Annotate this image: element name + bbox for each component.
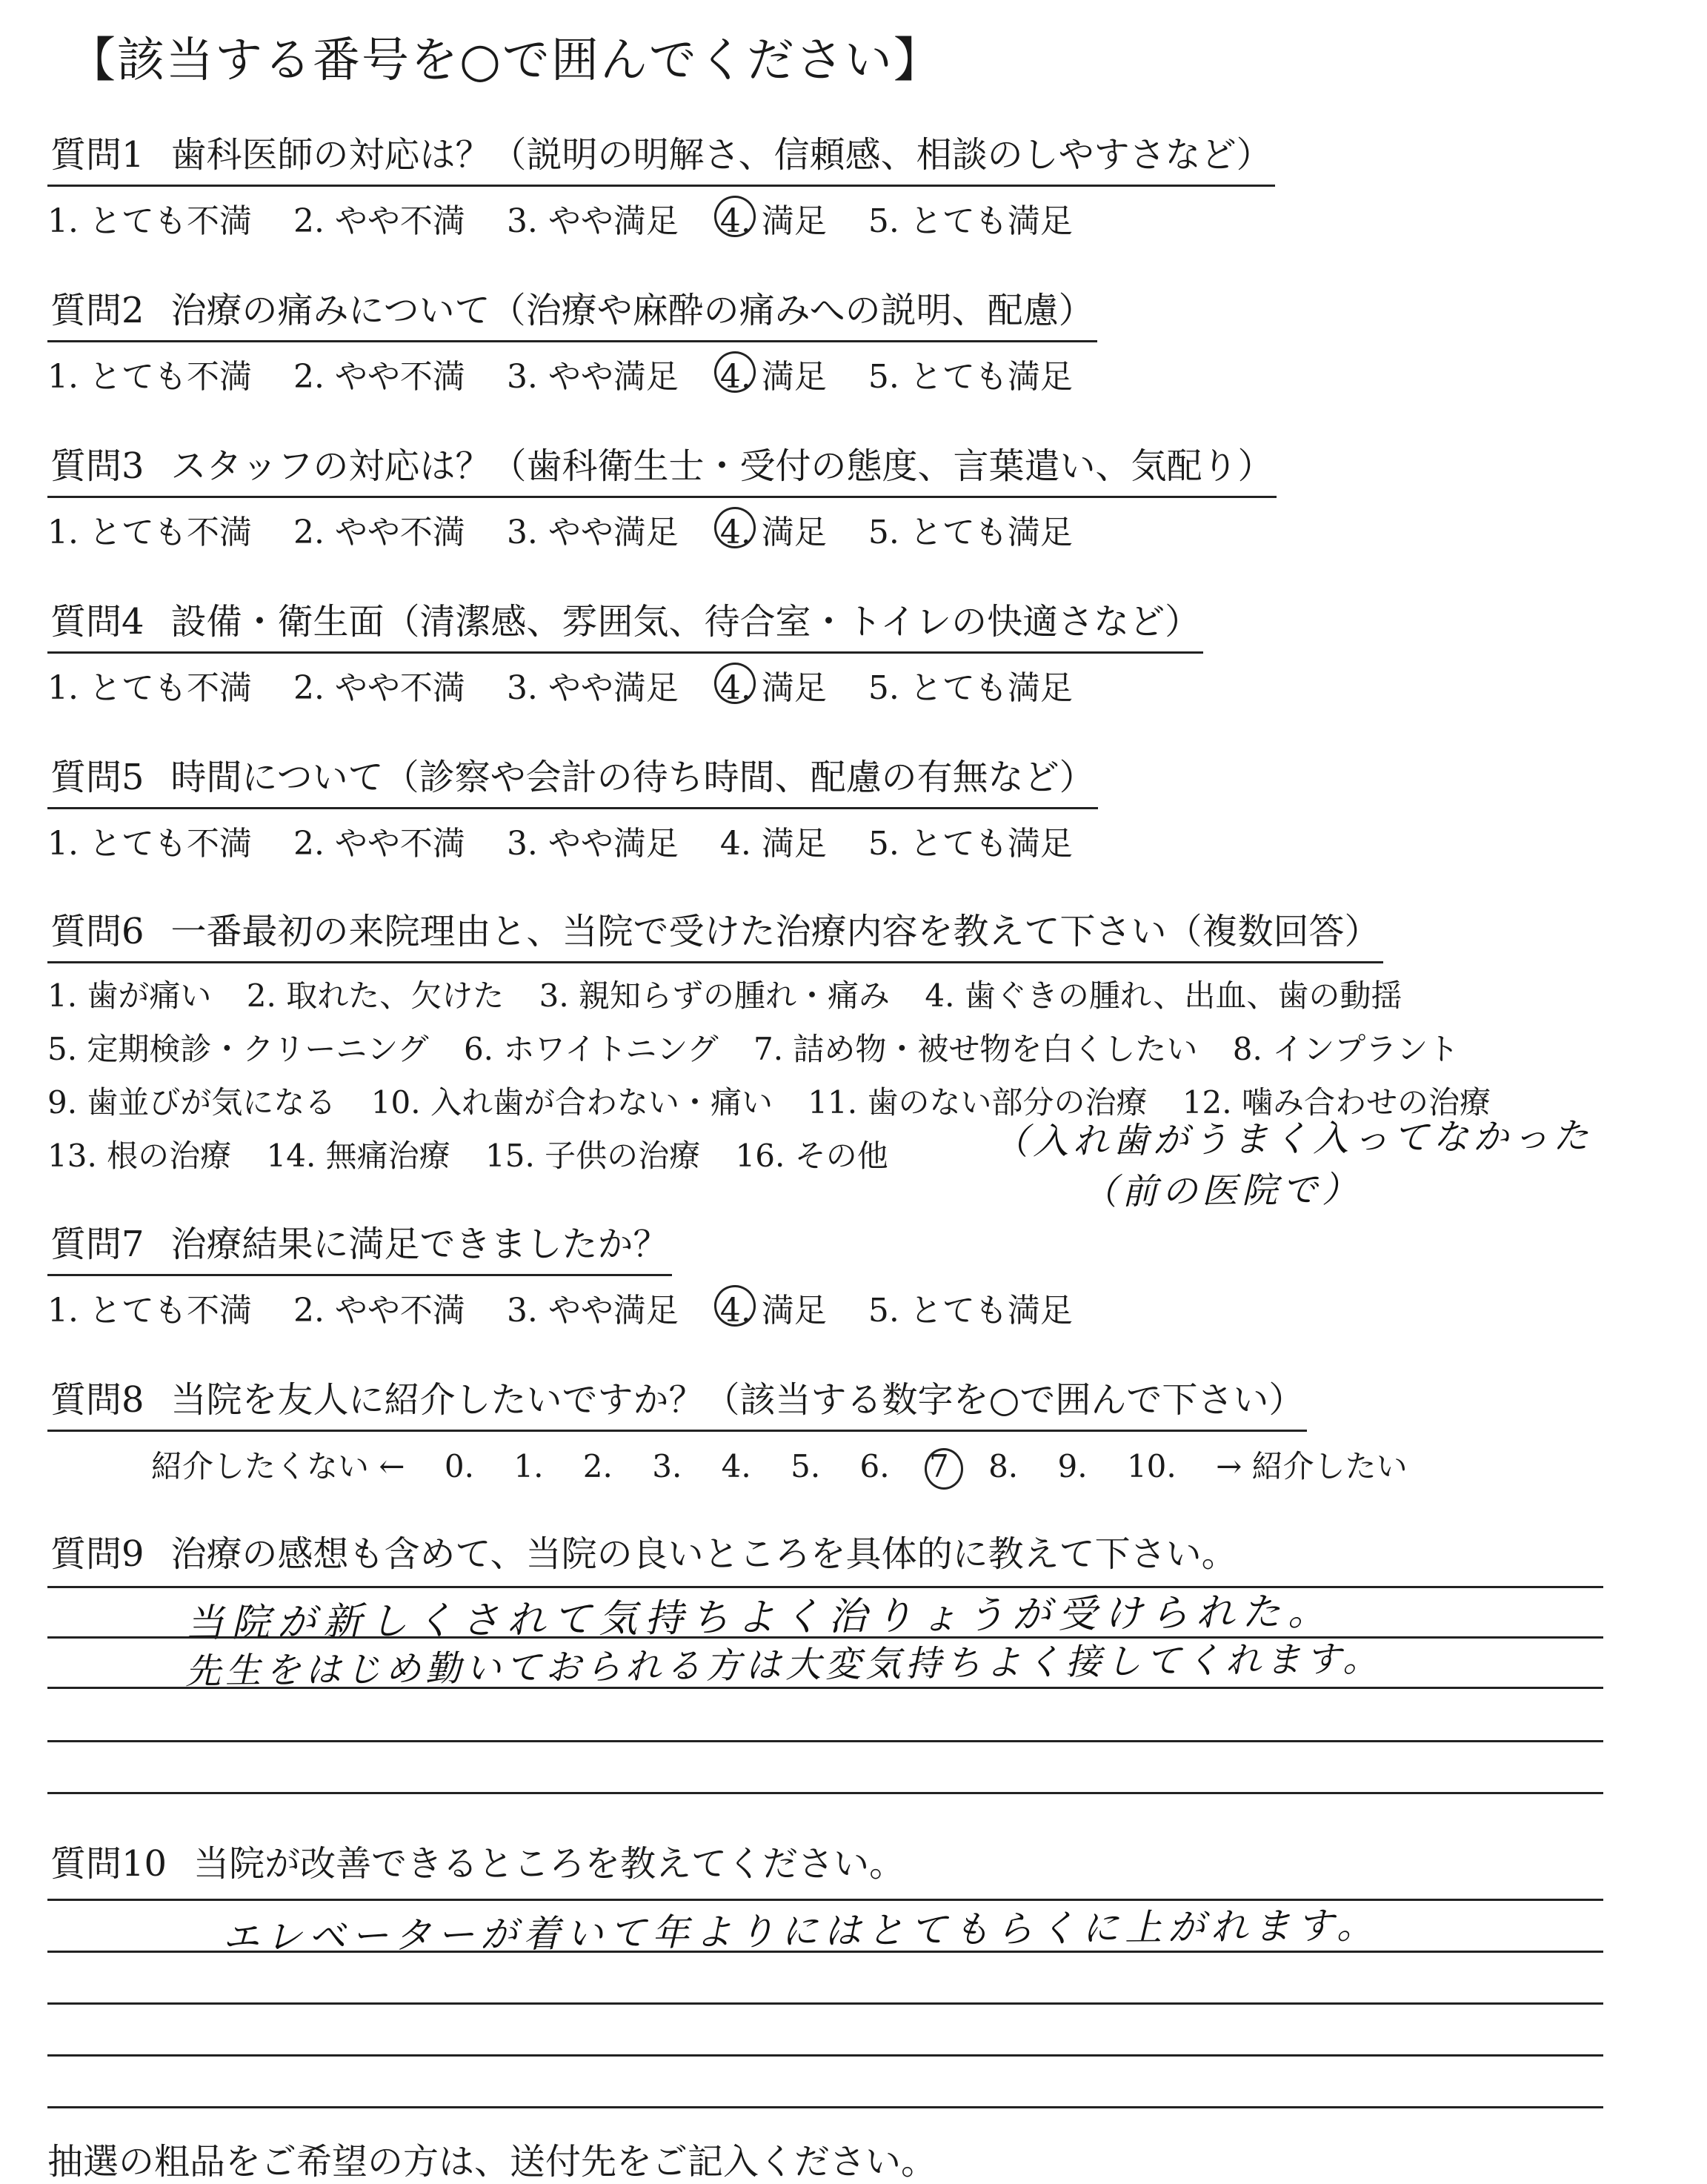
q6-option-12[interactable]: 12. 噛み合わせの治療 xyxy=(1182,1084,1491,1121)
q3-option-3[interactable]: 3. やや満足 xyxy=(506,514,679,551)
question-10-number: 質問10 xyxy=(50,1843,167,1885)
question-1-number: 質問1 xyxy=(50,134,144,176)
q4-option-4-selected[interactable]: 4. 満足 xyxy=(720,661,827,708)
question-7 xyxy=(47,1215,1104,1331)
q10-answer-line-2 xyxy=(47,1951,1603,1953)
q7-option-1[interactable]: 1. とても不満 xyxy=(47,1292,252,1330)
q4-option-1[interactable]: 1. とても不満 xyxy=(47,669,252,707)
q5-option-4[interactable]: 4. 満足 xyxy=(719,825,827,863)
q3-option-2[interactable]: 2. やや不満 xyxy=(293,514,465,551)
q1-option-4-selected[interactable]: 4. 満足 xyxy=(720,194,827,242)
question-4 xyxy=(47,593,1203,708)
question-7-number: 質問7 xyxy=(50,1224,144,1265)
question-3-title xyxy=(47,437,1277,498)
question-10-text: 当院が改善できるところを教えてください。 xyxy=(193,1843,905,1885)
q1-option-1[interactable]: 1. とても不満 xyxy=(47,202,252,240)
q6-option-1[interactable]: 1. 歯が痛い xyxy=(47,978,212,1014)
q7-option-2[interactable]: 2. やや不満 xyxy=(293,1292,465,1330)
question-4-title xyxy=(47,593,1203,654)
q9-answer-line-4 xyxy=(47,1740,1603,1742)
question-1 xyxy=(47,126,1275,242)
q5-option-1[interactable]: 1. とても不満 xyxy=(47,825,252,863)
q8-right-label: → 紹介したい xyxy=(1216,1448,1408,1484)
question-7-options xyxy=(47,1284,1104,1331)
q9-answer-line-5 xyxy=(47,1792,1603,1794)
q4-option-5[interactable]: 5. とても満足 xyxy=(868,669,1073,707)
q6-option-15[interactable]: 15. 子供の治療 xyxy=(485,1138,701,1174)
q2-option-4-selected[interactable]: 4. 満足 xyxy=(720,350,827,397)
q8-option-4[interactable]: 4. xyxy=(721,1448,751,1484)
q8-option-5[interactable]: 5. xyxy=(791,1448,821,1484)
question-9-number: 質問9 xyxy=(50,1533,144,1575)
q10-answer-line-4 xyxy=(47,2054,1603,2057)
footer-instruction: 抽選の粗品をご希望の方は、送付先をご記入ください。 xyxy=(47,2141,937,2183)
question-5-text: 時間について（診察や会計の待ち時間、配慮の有無など） xyxy=(170,757,1095,798)
question-1-title xyxy=(47,126,1275,187)
q9-answer-line-3 xyxy=(47,1687,1603,1689)
question-9-text: 治療の感想も含めて、当院の良いところを具体的に教えて下さい。 xyxy=(170,1533,1237,1575)
question-4-number: 質問4 xyxy=(50,601,144,643)
q1-option-5[interactable]: 5. とても満足 xyxy=(868,202,1073,240)
q8-option-6[interactable]: 6. xyxy=(859,1448,890,1484)
question-2-number: 質問2 xyxy=(50,290,144,331)
q6-option-11[interactable]: 11. 歯のない部分の治療 xyxy=(808,1084,1148,1121)
question-5-title xyxy=(47,749,1098,809)
q6-option-14[interactable]: 14. 無痛治療 xyxy=(266,1138,450,1174)
q6-row-2 xyxy=(47,1023,1516,1076)
q6-option-7[interactable]: 7. 詰め物・被せ物を白くしたい xyxy=(753,1031,1198,1067)
question-3-options xyxy=(47,505,1277,553)
q6-other-handwriting-1: （入れ歯がうまく入ってなかった xyxy=(992,1115,1594,1164)
q8-option-7-selected[interactable]: 7 xyxy=(928,1448,949,1484)
q3-option-5[interactable]: 5. とても満足 xyxy=(868,514,1073,551)
q9-handwriting-2[interactable]: 先生をはじめ勤いておられる方は大変気持ちよく接してくれます。 xyxy=(184,1638,1383,1693)
question-4-options xyxy=(47,661,1203,708)
q6-other-handwriting-2: （前の医院で） xyxy=(1081,1169,1362,1213)
question-6-number: 質問6 xyxy=(50,911,144,952)
question-8 xyxy=(47,1371,1437,1487)
q1-option-2[interactable]: 2. やや不満 xyxy=(293,202,465,240)
q7-option-3[interactable]: 3. やや満足 xyxy=(506,1292,679,1330)
question-5 xyxy=(47,749,1104,864)
q7-option-4-selected[interactable]: 4. 満足 xyxy=(720,1284,827,1331)
q6-option-5[interactable]: 5. 定期検診・クリーニング xyxy=(47,1031,429,1067)
q6-option-16[interactable]: 16. その他 xyxy=(735,1138,888,1174)
question-5-options xyxy=(47,817,1104,864)
question-8-scale xyxy=(151,1442,1437,1487)
q8-option-8[interactable]: 8. xyxy=(988,1448,1019,1484)
q6-option-10[interactable]: 10. 入れ歯が合わない・痛い xyxy=(370,1084,773,1121)
q9-handwriting-1[interactable]: 当院が新しくされて気持ちよく治りょうが受けられた。 xyxy=(184,1589,1334,1647)
q2-option-3[interactable]: 3. やや満足 xyxy=(506,358,679,396)
question-6-title xyxy=(47,903,1383,963)
question-8-title xyxy=(47,1371,1307,1432)
q6-row-1 xyxy=(47,969,1516,1023)
q6-option-6[interactable]: 6. ホワイトニング xyxy=(463,1031,719,1067)
question-1-text: 歯科医師の対応は？（説明の明解さ、信頼感、相談のしやすさなど） xyxy=(170,134,1272,176)
q10-answer-line-3 xyxy=(47,2002,1603,2005)
question-10-title xyxy=(47,1835,908,1893)
question-6-text: 一番最初の来院理由と、当院で受けた治療内容を教えて下さい（複数回答） xyxy=(170,911,1380,952)
question-3-number: 質問3 xyxy=(50,445,144,487)
q5-option-2[interactable]: 2. やや不満 xyxy=(293,825,465,863)
q8-option-1[interactable]: 1. xyxy=(513,1448,544,1484)
question-9 xyxy=(47,1525,1240,1584)
question-7-text: 治療結果に満足できましたか？ xyxy=(170,1224,669,1265)
question-2-text: 治療の痛みについて（治療や麻酔の痛みへの説明、配慮） xyxy=(170,290,1094,331)
q7-option-5[interactable]: 5. とても満足 xyxy=(868,1292,1073,1330)
q6-option-9[interactable]: 9. 歯並びが気になる xyxy=(47,1084,336,1121)
question-10 xyxy=(47,1835,908,1893)
q3-option-4-selected[interactable]: 4. 満足 xyxy=(720,505,827,553)
question-2 xyxy=(47,282,1104,397)
q6-option-2[interactable]: 2. 取れた、欠けた xyxy=(246,978,505,1014)
question-8-text: 当院を友人に紹介したいですか？（該当する数字を○で囲んで下さい） xyxy=(170,1379,1305,1421)
q4-option-3[interactable]: 3. やや満足 xyxy=(506,669,679,707)
question-4-text: 設備・衛生面（清潔感、雰囲気、待合室・トイレの快適さなど） xyxy=(170,601,1201,643)
q3-option-1[interactable]: 1. とても不満 xyxy=(47,514,252,551)
q6-option-3[interactable]: 3. 親知らずの腫れ・痛み xyxy=(539,978,891,1014)
q6-option-13[interactable]: 13. 根の治療 xyxy=(47,1138,232,1174)
q8-option-3[interactable]: 3. xyxy=(652,1448,682,1484)
q8-option-0[interactable]: 0. xyxy=(444,1448,474,1484)
q8-option-10[interactable]: 10. xyxy=(1126,1448,1177,1484)
page-title: 【該当する番号を○で囲んでください】 xyxy=(68,33,942,88)
q2-option-1[interactable]: 1. とても不満 xyxy=(47,358,252,396)
q2-option-2[interactable]: 2. やや不満 xyxy=(293,358,465,396)
question-2-title xyxy=(47,282,1097,342)
question-3-text: スタッフの対応は？（歯科衛生士・受付の態度、言葉遣い、気配り） xyxy=(170,445,1274,487)
question-8-number: 質問8 xyxy=(50,1379,144,1421)
q6-option-4[interactable]: 4. 歯ぐきの腫れ、出血、歯の動揺 xyxy=(925,978,1402,1014)
question-3 xyxy=(47,437,1277,553)
q1-option-3[interactable]: 3. やや満足 xyxy=(506,202,679,240)
question-7-title xyxy=(47,1215,672,1276)
q10-handwriting-1[interactable]: エレベーターが着いて年よりにはとてもらくに上がれます。 xyxy=(222,1903,1380,1959)
q5-option-5[interactable]: 5. とても満足 xyxy=(868,825,1073,863)
q5-option-3[interactable]: 3. やや満足 xyxy=(506,825,679,863)
q4-option-2[interactable]: 2. やや不満 xyxy=(293,669,465,707)
question-5-number: 質問5 xyxy=(50,757,144,798)
q8-left-label: 紹介したくない ← xyxy=(151,1448,405,1484)
question-2-options xyxy=(47,350,1104,397)
question-9-title xyxy=(47,1525,1240,1584)
question-1-options xyxy=(47,194,1275,242)
q6-option-8[interactable]: 8. インプラント xyxy=(1232,1031,1460,1067)
q8-option-9[interactable]: 9. xyxy=(1057,1448,1088,1484)
q10-answer-line-5 xyxy=(47,2106,1603,2108)
q2-option-5[interactable]: 5. とても満足 xyxy=(868,358,1073,396)
q8-option-2[interactable]: 2. xyxy=(582,1448,613,1484)
